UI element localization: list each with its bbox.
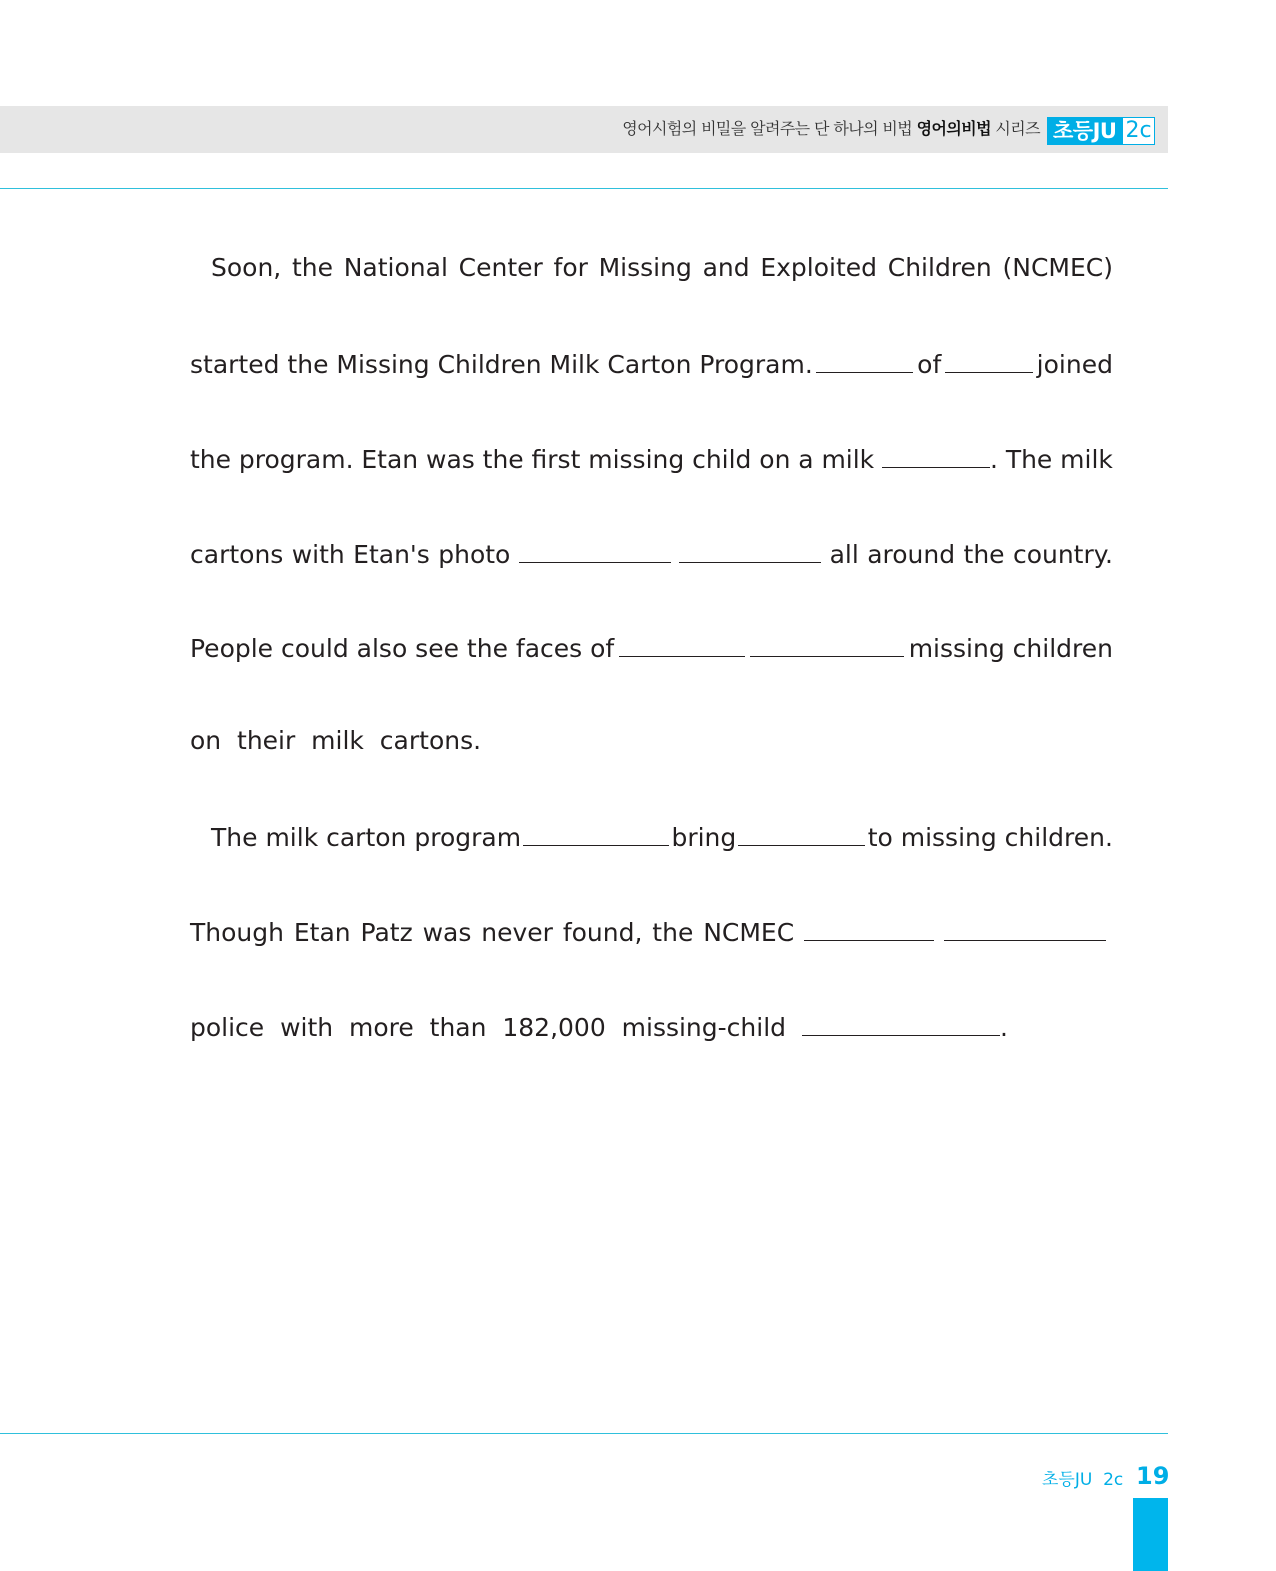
word: found, bbox=[562, 918, 643, 947]
passage-line-2 bbox=[190, 346, 1113, 382]
word: Patz bbox=[360, 918, 413, 947]
blank-8[interactable] bbox=[523, 819, 669, 846]
passage-line-5 bbox=[190, 630, 1113, 666]
word: the bbox=[291, 253, 334, 282]
word: cartons bbox=[190, 540, 284, 569]
word: Center bbox=[458, 253, 543, 282]
word: The bbox=[1005, 445, 1053, 474]
word: the bbox=[482, 445, 524, 474]
series-suffix: 시리즈 bbox=[995, 119, 1040, 138]
passage-line-9 bbox=[190, 1009, 1113, 1045]
word: of bbox=[917, 350, 942, 379]
series-name: 영어의비법 bbox=[916, 119, 991, 138]
text-segment: started the Missing Children Milk Carton Program. bbox=[190, 350, 813, 379]
word: a bbox=[798, 445, 814, 474]
passage-line-1 bbox=[211, 251, 1113, 285]
page-number: 19 bbox=[1136, 1462, 1170, 1490]
brand-level: 2c bbox=[1122, 117, 1154, 145]
word: was bbox=[426, 445, 475, 474]
word: Missing bbox=[598, 253, 692, 282]
blank-10[interactable] bbox=[804, 914, 934, 941]
word: was bbox=[422, 918, 472, 947]
word: milk bbox=[1060, 445, 1113, 474]
series-prefix: 영어시험의 비밀을 알려주는 단 하나의 비법 bbox=[622, 119, 913, 138]
word: bring bbox=[671, 823, 737, 852]
word: Children bbox=[887, 253, 992, 282]
blank-11[interactable] bbox=[944, 914, 1106, 941]
word: never bbox=[481, 918, 553, 947]
text-segment: missing children bbox=[908, 634, 1113, 663]
passage-line-3 bbox=[190, 441, 1113, 477]
word: National bbox=[343, 253, 448, 282]
series-tagline bbox=[622, 118, 1040, 140]
footer-tab bbox=[1133, 1498, 1168, 1571]
word: Etan bbox=[361, 445, 419, 474]
word: Etan bbox=[293, 918, 351, 947]
blank-3[interactable] bbox=[882, 441, 990, 468]
blank-6[interactable] bbox=[619, 630, 745, 657]
passage-line-4 bbox=[190, 536, 1113, 572]
word: program. bbox=[238, 445, 354, 474]
word: for bbox=[553, 253, 588, 282]
word: missing bbox=[588, 445, 685, 474]
word: all bbox=[829, 540, 859, 569]
blank-12[interactable] bbox=[802, 1009, 1000, 1036]
word: photo bbox=[438, 540, 511, 569]
bottom-divider bbox=[0, 1433, 1168, 1434]
text-segment: to missing children. bbox=[867, 823, 1113, 852]
blank-9[interactable] bbox=[738, 819, 865, 846]
period: . bbox=[999, 1013, 1008, 1042]
brand-main: 초등JU bbox=[1047, 117, 1122, 145]
blank-1[interactable] bbox=[816, 346, 913, 373]
word: on bbox=[759, 445, 791, 474]
word: NCMEC bbox=[703, 918, 795, 947]
word: country. bbox=[1012, 540, 1113, 569]
word: milk bbox=[821, 445, 875, 474]
word: child bbox=[692, 445, 752, 474]
blank-7[interactable] bbox=[750, 630, 904, 657]
period: . bbox=[990, 445, 998, 474]
passage-line-8 bbox=[190, 914, 1106, 950]
word: the bbox=[652, 918, 694, 947]
word: the bbox=[963, 540, 1005, 569]
word: Exploited bbox=[760, 253, 878, 282]
text-segment: The milk carton program bbox=[211, 823, 522, 852]
blank-5[interactable] bbox=[679, 536, 821, 563]
word: the bbox=[190, 445, 232, 474]
word: (NCMEC) bbox=[1002, 253, 1113, 282]
word: with bbox=[291, 540, 345, 569]
word: Soon, bbox=[211, 253, 282, 282]
word: Etan's bbox=[353, 540, 430, 569]
word: around bbox=[867, 540, 956, 569]
top-divider bbox=[0, 188, 1168, 189]
text-segment: police with more than 182,000 missing-child bbox=[190, 1013, 787, 1042]
word: joined bbox=[1036, 350, 1113, 379]
blank-with-period bbox=[882, 441, 998, 477]
word: first bbox=[531, 445, 581, 474]
blank-2[interactable] bbox=[945, 346, 1033, 373]
word: and bbox=[702, 253, 750, 282]
footer-brand: 초등JU 2c bbox=[1042, 1470, 1124, 1490]
passage-line-7 bbox=[211, 819, 1113, 855]
brand-logo bbox=[1047, 117, 1155, 145]
passage-line-6: on their milk cartons. bbox=[190, 726, 482, 755]
text-segment: People could also see the faces of bbox=[190, 634, 615, 663]
word: Though bbox=[190, 918, 284, 947]
blank-4[interactable] bbox=[519, 536, 671, 563]
